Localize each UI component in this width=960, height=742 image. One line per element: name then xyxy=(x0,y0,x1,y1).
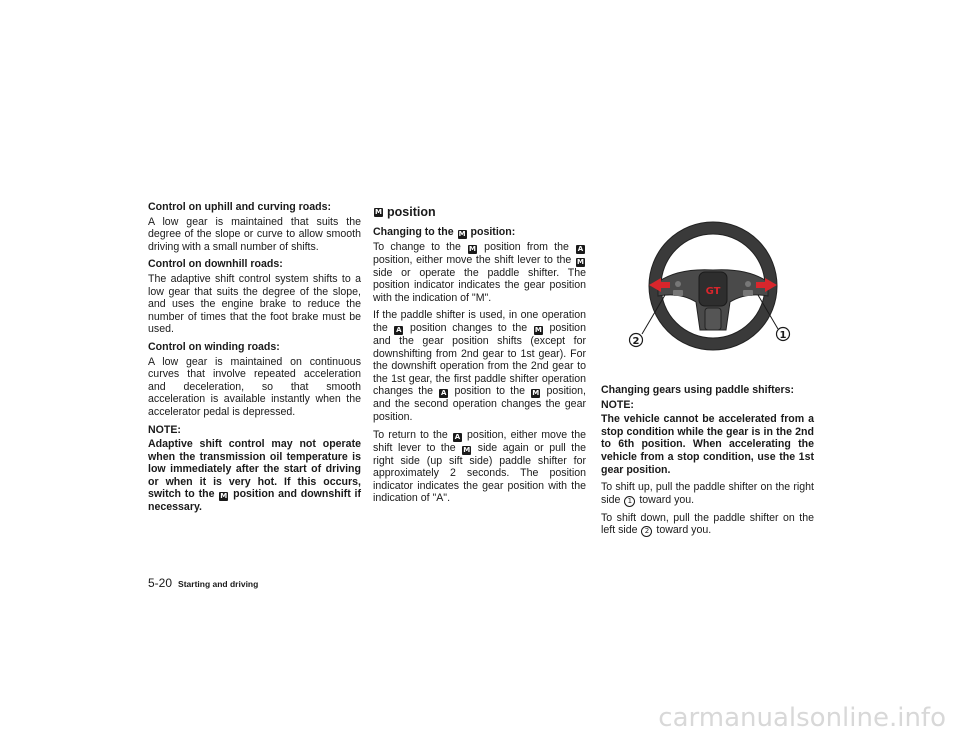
text-part: toward you. xyxy=(656,524,712,537)
text-part: side again or pull the right side (up sift side) paddle shifter for approximately 2 seconds. The position indicator indicates the gear position with the indication of "A". xyxy=(373,441,586,505)
callout-2-label: 2 xyxy=(632,336,640,347)
shift-up-text xyxy=(601,481,814,507)
text-part: side or operate the paddle shifter. The position indicator indicates the gear position with the indication of "M". xyxy=(373,266,586,304)
text-part: To return to the xyxy=(373,428,448,441)
change-heading xyxy=(373,226,586,239)
page-number: 5-20 xyxy=(148,576,173,590)
text-part: toward you. xyxy=(639,493,695,506)
heading-part: position: xyxy=(470,225,516,238)
callout-1-label: 1 xyxy=(779,330,787,341)
a-position-icon: A xyxy=(396,325,402,334)
m-position-icon: M xyxy=(534,325,542,334)
a-position-icon: A xyxy=(454,432,461,441)
paddle-heading: Changing gears using paddle shifters: xyxy=(601,384,795,396)
middle-column xyxy=(373,201,586,510)
uphill-text: A low gear is maintained that suits the degree of the slope or curve to allow smooth driving with a small number of shifts. xyxy=(148,215,361,253)
paddle-note-text: The vehicle cannot be accelerated from a stop condition while the gear is in the 2nd to 6th position. When accelerating the vehicle from a stop condition, use the 1st gear position. xyxy=(601,413,814,476)
callout-2-icon: 2 xyxy=(641,526,652,537)
m-position-icon: M xyxy=(458,229,466,238)
chapter-title: Starting and driving xyxy=(178,579,259,589)
m-position-icon: M xyxy=(463,445,471,454)
text-part: position, and the second operation changes the gear position. xyxy=(373,385,586,423)
winding-text: A low gear is maintained on continuous curves that involve repeated acceleration and deceleration, so that smooth acceleration is available instantly when the accelerator pedal is depressed. xyxy=(148,355,361,418)
right-column xyxy=(601,384,814,542)
paddle-note-label: NOTE: xyxy=(601,398,634,411)
change-paragraph xyxy=(373,241,586,305)
note-text xyxy=(148,438,361,514)
downhill-text: The adaptive shift control system shifts to a low gear that suits the degree of the slope, and uses the engine brake to reduce the number of times that the foot brake must be used. xyxy=(148,272,361,336)
text-part: To change to the xyxy=(373,240,461,253)
gt-badge: GT xyxy=(705,286,721,297)
text-part: To shift down, pull the paddle shifter on the left side xyxy=(601,511,814,537)
m-position-icon: M xyxy=(220,492,228,501)
uphill-heading: Control on uphill and curving roads: xyxy=(148,201,332,213)
heading-part: Changing to the xyxy=(373,225,454,238)
section-title xyxy=(373,206,586,219)
text-part: position, either move the shift lever to the xyxy=(373,253,572,266)
a-position-icon: A xyxy=(441,389,447,398)
m-position-icon: M xyxy=(577,257,584,266)
m-position-icon: M xyxy=(532,389,540,398)
text-part: position from the xyxy=(484,240,569,253)
text-part: position, either move the shift lever to the xyxy=(373,428,586,454)
m-position-icon: M xyxy=(375,207,382,216)
winding-heading: Control on winding roads: xyxy=(148,340,280,353)
m-position-icon: M xyxy=(469,244,477,253)
steering-wheel-figure xyxy=(618,220,798,368)
shift-down-text xyxy=(601,512,814,538)
page-footer xyxy=(148,576,258,590)
watermark: carmanualsonline.info xyxy=(658,703,946,733)
return-paragraph xyxy=(373,429,586,505)
text-part: position and the gear position shifts (except for downshifting from 2nd gear to 1st gear). For the downshift operation from the 2nd gear to the 1st gear, the first paddle shifter operation changes the xyxy=(373,321,586,398)
a-position-icon: A xyxy=(577,244,584,253)
note-text-part: position and downshift if necessary. xyxy=(148,488,362,514)
text-part: position changes to the xyxy=(410,321,528,334)
text-part: To shift up, pull the paddle shifter on the right side xyxy=(601,481,814,506)
left-column xyxy=(148,201,361,519)
callout-1-icon: 1 xyxy=(624,496,635,507)
text-part: position to the xyxy=(454,385,526,398)
section-title-text: position xyxy=(387,205,436,219)
downhill-heading: Control on downhill roads: xyxy=(148,258,283,271)
note-text-part: Adaptive shift control may not operate when the transmission oil temperature is low immediately after the start of driving or when it is very hot. If this occurs, switch to the xyxy=(148,438,361,501)
note-label: NOTE: xyxy=(148,423,181,436)
paddle-paragraph xyxy=(373,309,586,423)
text-part: If the paddle shifter is used, in one operation the xyxy=(373,309,586,334)
